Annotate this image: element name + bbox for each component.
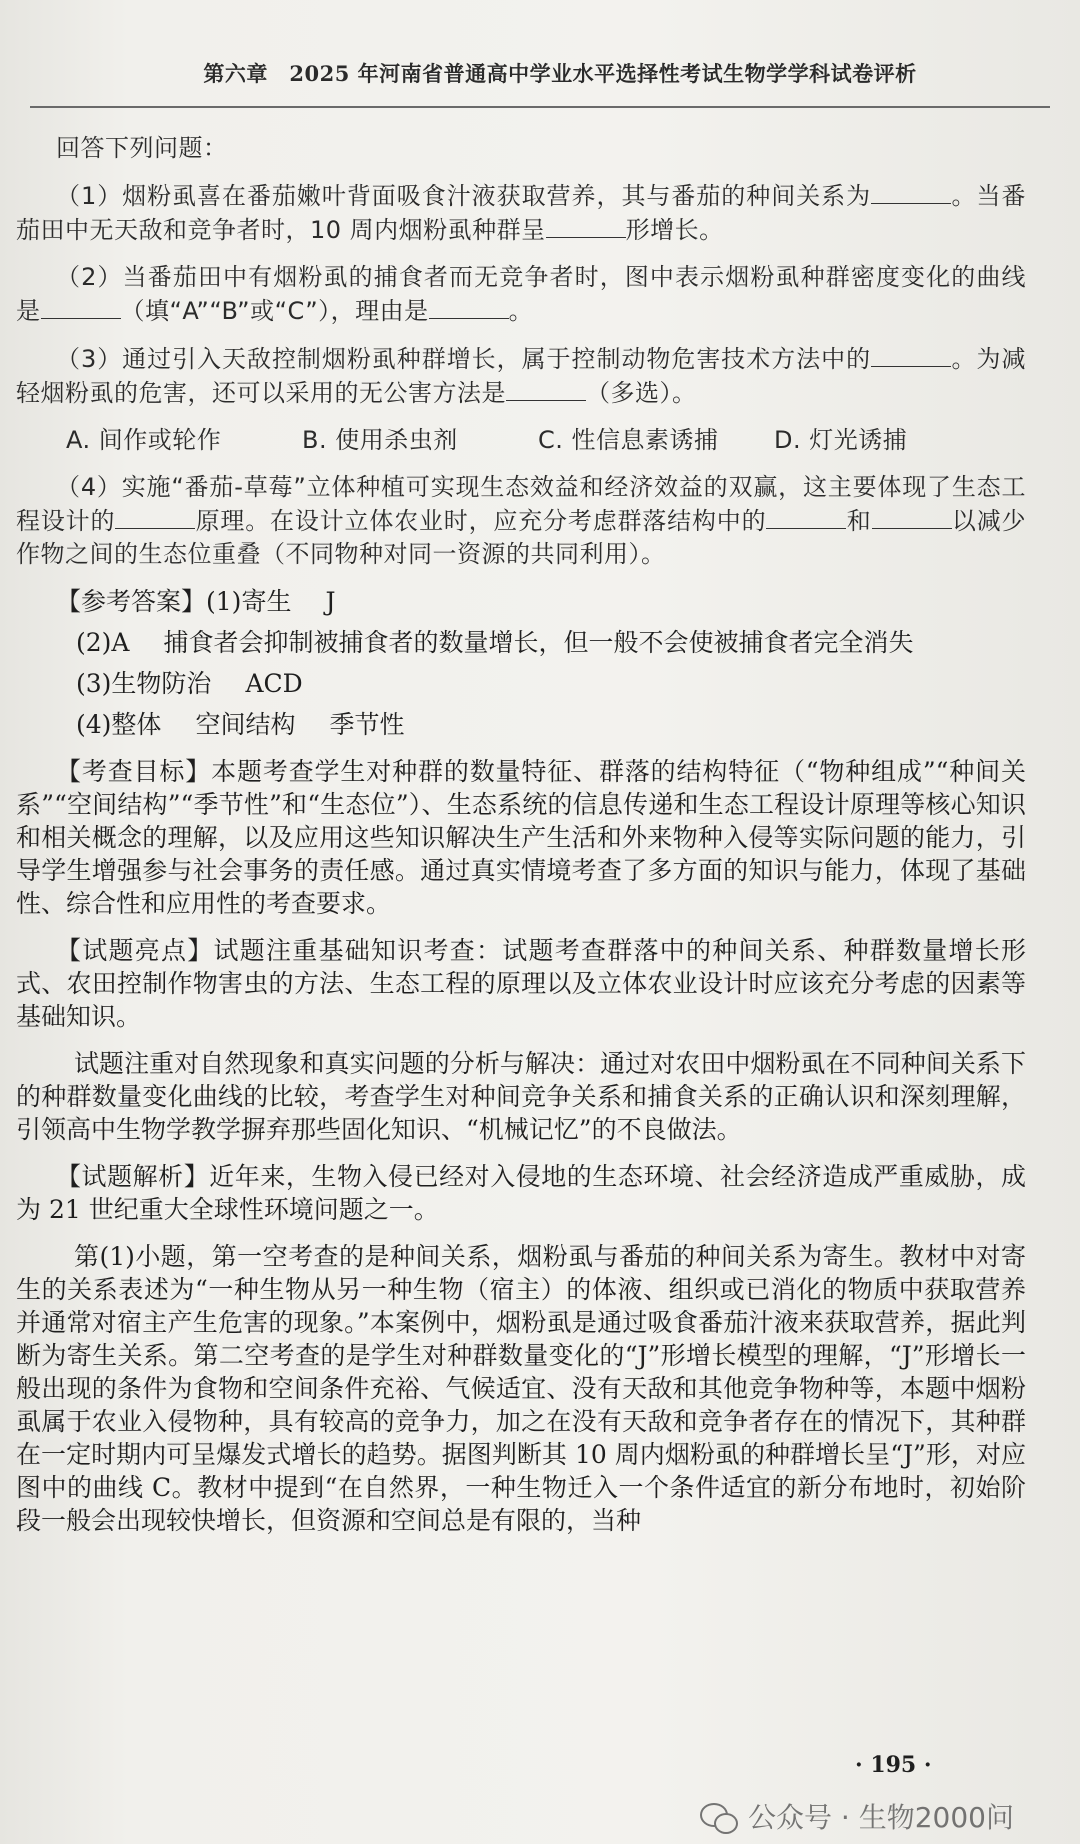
answer-blank — [871, 179, 951, 204]
answer-blank — [546, 213, 626, 238]
question-4: （4）实施“番茄-草莓”立体种植可实现生态效益和经济效益的双赢，这主要体现了生态工程设计的 原理。在设计立体农业时，应充分考虑群落结构中的 和 以减少作物之间的生态位重叠（不同物种对同一资源的共同利用）。 — [16, 473, 1027, 568]
answer-line-2: (2)A 捕食者会抑制被捕食者的数量增长，但一般不会使被捕食者完全消失 — [76, 628, 914, 657]
answer-label: 【参考答案】 — [56, 587, 207, 616]
answer-line-3: (3)生物防治 ACD — [76, 669, 303, 698]
watermark — [700, 1796, 1014, 1836]
exam-goal-label: 【考查目标】 — [56, 757, 212, 786]
option-b: B. 使用杀虫剂 — [302, 426, 458, 454]
answer-blank — [41, 294, 121, 319]
answer-blank — [872, 504, 952, 529]
answer-blank — [115, 504, 195, 529]
exam-highlight-2: 试题注重对自然现象和真实问题的分析与解决：通过对农田中烟粉虱在不同种间关系下的种群数量变化曲线的比较，考查学生对种间竞争关系和捕食关系的正确认识和深刻理解，引领高中生物学教学摒弃那些固化知识、“机械记忆”的不良做法。 — [16, 1049, 1026, 1144]
page-content — [16, 132, 1026, 1551]
question-3-options — [16, 424, 1026, 457]
question-1: （1）烟粉虱喜在番茄嫩叶背面吸食汁液获取营养，其与番茄的种间关系为 。当番茄田中无天敌和竞争者时，10 周内烟粉虱种群呈 形增长。 — [16, 179, 1026, 247]
page-number: · 195 · — [855, 1752, 932, 1778]
watermark-text: 公众号 · 生物2000问 — [748, 1801, 1014, 1834]
running-header: 第六章 2025 年河南省普通高中学业水平选择性考试生物学学科试卷评析 — [203, 61, 917, 86]
exam-highlight-label: 【试题亮点】 — [56, 936, 214, 965]
answer-blank — [429, 294, 509, 319]
question-3: （3）通过引入天敌控制烟粉虱种群增长，属于控制动物危害技术方法中的 。为减轻烟粉虱的危害，还可以采用的无公害方法是 （多选）。 — [16, 342, 1026, 410]
answer-blank — [871, 342, 951, 367]
header-rule — [30, 106, 1050, 108]
option-d: D. 灯光诱捕 — [774, 426, 908, 454]
option-a: A. 间作或轮作 — [66, 426, 222, 454]
answer-blank — [506, 376, 586, 401]
exam-analysis: 【试题解析】近年来，生物入侵已经对入侵地的生态环境、社会经济造成严重威胁，成为 21 世纪重大全球性环境问题之一。 — [16, 1162, 1026, 1224]
answer-blank — [766, 504, 846, 529]
option-c: C. 性信息素诱捕 — [538, 426, 719, 454]
answer-line-4: (4)整体 空间结构 季节性 — [76, 710, 405, 739]
exam-analysis-2: 第(1)小题，第一空考查的是种间关系，烟粉虱与番茄的种间关系为寄生。教材中对寄生的关系表述为“一种生物从另一种生物（宿主）的体液、组织或已消化的物质中获取营养并通常对宿主产生危害的现象。”本案例中，烟粉虱是通过吸食番茄汁液来获取营养，据此判断为寄生关系。第二空考查的是学生对种群数量变化的“J”形增长模型的理解，“J”形增长一般出现的条件为食物和空间条件充裕、气候适宜、没有天敌和其他竞争物种等，本题中烟粉虱属于农业入侵物种，具有较高的竞争力，加之在没有天敌和竞争者存在的情况下，其种群在一定时期内可呈爆发式增长的趋势。据图判断其 10 周内烟粉虱的种群增长呈“J”形，对应图中的曲线 C。教材中提到“在自然界，一种生物迁入一个条件适宜的新分布地时，初始阶段一般会出现较快增长，但资源和空间总是有限的，当种 — [16, 1242, 1027, 1535]
question-intro: 回答下列问题： — [56, 134, 228, 162]
wechat-icon — [700, 1799, 740, 1833]
exam-goal: 【考查目标】本题考查学生对种群的数量特征、群落的结构特征（“物种组成”“种间关系”“空间结构”“季节性”和“生态位”）、生态系统的信息传递和生态工程设计原理等核心知识和相关概念的理解，以及应用这些知识解决生产生活和外来物种入侵等实际问题的能力，引导学生增强参与社会事务的责任感。通过真实情境考查了多方面的知识与能力，体现了基础性、综合性和应用性的考查要求。 — [16, 757, 1026, 918]
question-2: （2）当番茄田中有烟粉虱的捕食者而无竞争者时，图中表示烟粉虱种群密度变化的曲线是 （填“A”“B”或“C”），理由是 。 — [16, 263, 1026, 325]
exam-analysis-label: 【试题解析】 — [56, 1162, 210, 1191]
exam-highlight: 【试题亮点】试题注重基础知识考查：试题考查群落中的种间关系、种群数量增长形式、农田控制作物害虫的方法、生态工程的原理以及立体农业设计时应该充分考虑的因素等基础知识。 — [16, 936, 1026, 1031]
answer-line-1: 【参考答案】(1)寄生 J — [56, 587, 336, 616]
